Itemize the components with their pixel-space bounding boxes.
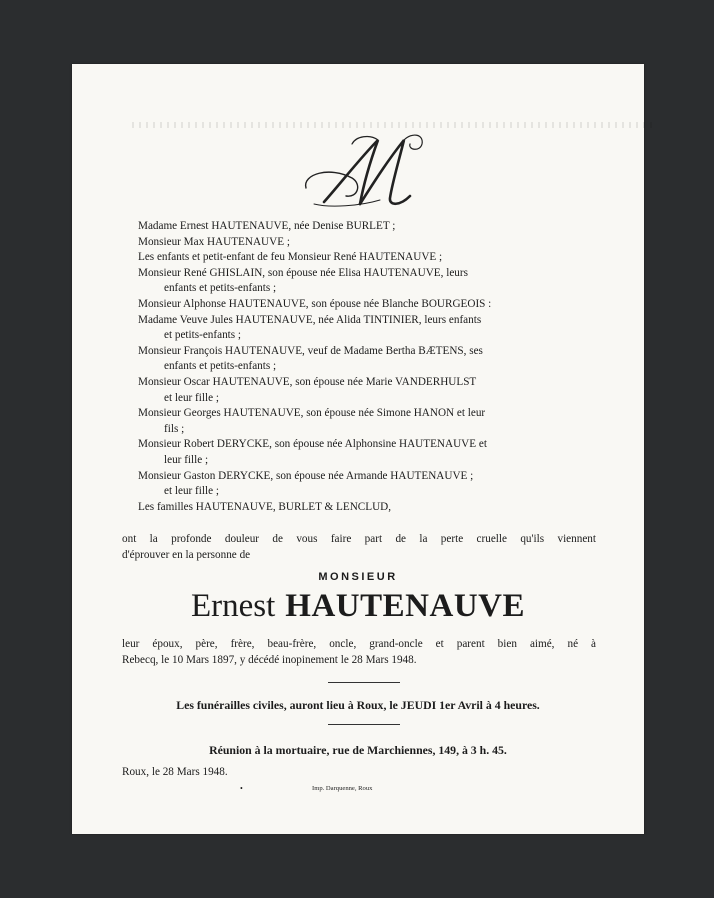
mourning-card: [72, 64, 644, 834]
printer-credit: Imp. Darquenne, Roux: [312, 785, 373, 792]
family-line: Les enfants et petit-enfant de feu Monsieur René HAUTENAUVE ;: [138, 251, 443, 264]
deceased-first-name: Ernest: [190, 588, 276, 624]
funeral-notice: Les funérailles civiles, auront lieu à Roux, le JEUDI 1er Avril à 4 heures.: [176, 698, 540, 712]
announcement-intro: [122, 532, 596, 563]
honorific-title: MONSIEUR: [318, 571, 398, 583]
family-line-continuation: leur fille ;: [164, 453, 209, 466]
intro-line-1: ont la profonde douleur de vous faire part de la perte cruelle qu'ils viennent: [122, 533, 596, 545]
deceased-details: [122, 637, 596, 668]
monogram-m-icon: [300, 126, 430, 216]
divider: [328, 724, 400, 725]
family-line-continuation: fils ;: [164, 422, 185, 435]
family-line: Madame Ernest HAUTENAUVE, née Denise BURLET ;: [138, 220, 396, 232]
family-line: Monsieur Robert DERYCKE, son épouse née Alphonsine HAUTENAUVE et: [138, 438, 487, 451]
family-line: Monsieur François HAUTENAUVE, veuf de Madame Bertha BÆTENS, ses: [138, 344, 483, 357]
family-line: Monsieur Oscar HAUTENAUVE, son épouse née Marie VANDERHULST: [138, 375, 477, 388]
family-line: Monsieur Georges HAUTENAUVE, son épouse née Simone HANON et leur: [138, 407, 486, 420]
deceased-last-name: HAUTENAUVE: [285, 588, 525, 624]
family-line: Monsieur Gaston DERYCKE, son épouse née Armande HAUTENAUVE ;: [138, 469, 474, 482]
gathering-notice: Réunion à la mortuaire, rue de Marchiennes, 149, à 3 h. 45.: [209, 743, 507, 757]
details-line-1: leur époux, père, frère, beau-frère, oncle, grand-oncle et parent bien aimé, né à: [122, 638, 596, 650]
bullet-mark: •: [240, 784, 243, 793]
family-line-continuation: et leur fille ;: [164, 391, 219, 404]
deceased-name: [72, 588, 644, 625]
divider: [328, 682, 400, 683]
family-line: Madame Veuve Jules HAUTENAUVE, née Alida TINTINIER, leurs enfants: [138, 313, 482, 326]
family-line: Les familles HAUTENAUVE, BURLET & LENCLUD,: [138, 500, 392, 513]
family-line: Monsieur Max HAUTENAUVE ;: [138, 235, 290, 248]
family-line-continuation: enfants et petits-enfants ;: [164, 360, 277, 373]
intro-line-2: d'éprouver en la personne de: [122, 548, 251, 561]
family-line-continuation: enfants et petits-enfants ;: [164, 282, 277, 295]
family-line-continuation: et leur fille ;: [164, 485, 219, 498]
family-line: Monsieur René GHISLAIN, son épouse née Elisa HAUTENAUVE, leurs: [138, 266, 468, 279]
details-line-2: Rebecq, le 10 Mars 1897, y décédé inopinement le 28 Mars 1948.: [122, 653, 417, 666]
family-line-continuation: et petits-enfants ;: [164, 329, 242, 342]
place-date: Roux, le 28 Mars 1948.: [122, 766, 228, 778]
family-list: [138, 219, 598, 515]
family-line: Monsieur Alphonse HAUTENAUVE, son épouse née Blanche BOURGEOIS :: [138, 297, 492, 310]
